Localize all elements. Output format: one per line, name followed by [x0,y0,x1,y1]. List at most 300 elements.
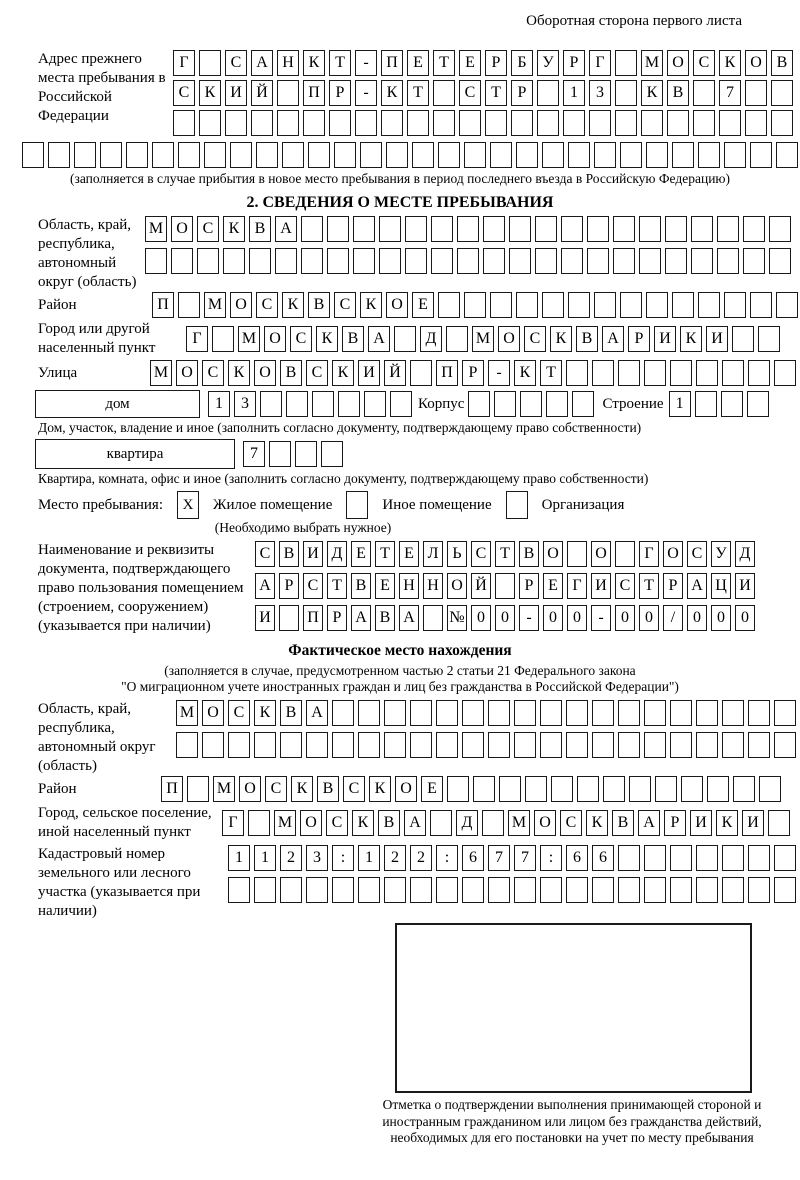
empty-cell [615,50,637,76]
filled-cell: Т [485,80,507,106]
empty-cell [540,732,562,758]
apartment-caption: Квартира, комната, офис и иное (заполнить согласно документу, подтверждающему право собственности) [38,471,649,486]
empty-cell [603,776,625,802]
option-residential-label: Жилое помещение [213,496,333,513]
prev-address-grid [173,50,793,136]
empty-cell [540,700,562,726]
filled-cell: С [306,360,328,386]
filled-cell: Д [735,541,755,567]
filled-cell: С [225,50,247,76]
al-region-row1 [176,700,796,726]
empty-cell [696,360,718,386]
filled-cell: У [711,541,731,567]
empty-cell [48,142,70,168]
cadastral-field [0,845,800,921]
filled-cell: В [519,541,539,567]
filled-cell: В [279,541,299,567]
empty-cell [514,700,536,726]
empty-cell [74,142,96,168]
prev-address-row3 [173,110,793,136]
document-grid [255,541,755,631]
cadastral-grid [228,845,796,903]
empty-cell [280,877,302,903]
filled-cell: Б [511,50,533,76]
filled-cell: В [351,573,371,599]
filled-cell: О [591,541,611,567]
filled-cell: И [742,810,764,836]
empty-cell [468,391,490,417]
empty-cell [566,732,588,758]
empty-cell [572,391,594,417]
filled-cell: У [537,50,559,76]
empty-cell [410,360,432,386]
empty-cell [386,142,408,168]
empty-cell [490,292,512,318]
filled-cell: 7 [488,845,510,871]
empty-cell [249,248,271,274]
empty-cell [199,50,221,76]
street-field [0,360,800,386]
filled-cell: 2 [384,845,406,871]
empty-cell [774,877,796,903]
filled-cell: Р [563,50,585,76]
filled-cell: С [228,700,250,726]
empty-cell [488,877,510,903]
filled-cell: 0 [639,605,659,631]
empty-cell [358,700,380,726]
filled-cell: : [436,845,458,871]
empty-cell [629,776,651,802]
empty-cell [592,732,614,758]
empty-cell [301,248,323,274]
filled-cell: И [303,541,323,567]
filled-cell: В [317,776,339,802]
empty-cell [769,216,791,242]
empty-cell [589,110,611,136]
filled-cell: : [540,845,562,871]
empty-cell [464,292,486,318]
filled-cell: Й [384,360,406,386]
filled-cell: М [274,810,296,836]
filled-cell: А [306,700,328,726]
empty-cell [338,391,360,417]
filled-cell: Г [186,326,208,352]
empty-cell [724,142,746,168]
filled-cell: Р [327,605,347,631]
empty-cell [327,248,349,274]
filled-cell: О [447,573,467,599]
al-district-label: Район [38,780,77,797]
empty-cell [254,732,276,758]
empty-cell [306,877,328,903]
al-region-field [0,700,800,776]
filled-cell: С [173,80,195,106]
filled-cell: И [255,605,275,631]
filled-cell: Е [399,541,419,567]
empty-cell [722,360,744,386]
empty-cell [405,216,427,242]
apartment-box-label: квартира [35,439,235,469]
empty-cell [100,142,122,168]
al-region-row2 [176,732,796,758]
filled-cell: Т [375,541,395,567]
empty-cell [286,391,308,417]
al-district-field [0,776,800,802]
empty-cell [483,216,505,242]
empty-cell [563,110,585,136]
filled-cell: Ц [711,573,731,599]
filled-cell: Е [407,50,429,76]
empty-cell [724,292,746,318]
filled-cell: Й [251,80,273,106]
empty-cell [551,776,573,802]
prev-address-row4 [0,142,800,168]
empty-cell [410,732,432,758]
empty-cell [750,142,772,168]
empty-cell [488,700,510,726]
filled-cell: 0 [471,605,491,631]
filled-cell: Т [540,360,562,386]
filled-cell: Д [327,541,347,567]
filled-cell: К [381,80,403,106]
empty-cell [693,110,715,136]
al-region-grid [176,700,796,758]
empty-cell [546,391,568,417]
empty-cell [644,845,666,871]
empty-cell [275,248,297,274]
empty-cell [639,216,661,242]
filled-cell: С [202,360,224,386]
filled-cell: И [690,810,712,836]
empty-cell [230,142,252,168]
empty-cell [204,142,226,168]
empty-cell [722,732,744,758]
al-region-label: Область, край, республика, автономный округ (область) [38,701,156,774]
empty-cell [509,248,531,274]
empty-cell [430,810,452,836]
filled-cell: Т [433,50,455,76]
empty-cell [665,216,687,242]
empty-cell [670,360,692,386]
empty-cell [542,142,564,168]
empty-cell [173,110,195,136]
actual-location-title: Фактическое место нахождения [288,642,512,659]
filled-cell: 7 [719,80,741,106]
filled-cell: Т [639,573,659,599]
empty-cell [353,216,375,242]
empty-cell [433,80,455,106]
filled-cell: 1 [254,845,276,871]
filled-cell: К [199,80,221,106]
filled-cell: О [745,50,767,76]
empty-cell [577,776,599,802]
empty-cell [587,248,609,274]
empty-cell [646,292,668,318]
filled-cell: М [204,292,226,318]
empty-cell [542,292,564,318]
filled-cell: П [161,776,183,802]
empty-cell [483,248,505,274]
filled-cell: М [508,810,530,836]
apartment-row [0,439,800,469]
filled-cell: О [230,292,252,318]
filled-cell: С [459,80,481,106]
empty-cell [379,216,401,242]
al-city-field [0,804,800,842]
empty-cell [364,391,386,417]
region-grid [145,216,791,274]
filled-cell: 2 [410,845,432,871]
filled-cell: В [771,50,793,76]
empty-cell [225,110,247,136]
filled-cell: 3 [589,80,611,106]
empty-cell [446,326,468,352]
empty-cell [561,216,583,242]
filled-cell: 1 [669,391,691,417]
empty-cell [644,877,666,903]
empty-cell [722,877,744,903]
empty-cell [537,110,559,136]
empty-cell [410,877,432,903]
empty-cell [594,142,616,168]
empty-cell [171,248,193,274]
empty-cell [187,776,209,802]
checkbox-other-premises [346,491,368,519]
empty-cell [566,360,588,386]
empty-cell [774,700,796,726]
empty-cell [514,732,536,758]
filled-cell: С [197,216,219,242]
filled-cell: 7 [514,845,536,871]
house-box-label: дом [35,390,200,418]
empty-cell [256,142,278,168]
empty-cell [269,441,291,467]
empty-cell [644,700,666,726]
filled-cell: О [498,326,520,352]
filled-cell: К [369,776,391,802]
empty-cell [696,845,718,871]
empty-cell [260,391,282,417]
filled-cell: Т [495,541,515,567]
filled-cell: В [375,605,395,631]
empty-cell [332,877,354,903]
empty-cell [223,248,245,274]
document-row3 [255,605,755,631]
filled-cell: И [654,326,676,352]
filled-cell: Е [375,573,395,599]
district-row [152,292,798,318]
filled-cell: 6 [592,845,614,871]
empty-cell [620,292,642,318]
empty-cell [646,142,668,168]
filled-cell: К [716,810,738,836]
stay-type-note: (Необходимо выбрать нужное) [214,520,392,535]
filled-cell: Н [277,50,299,76]
empty-cell [613,216,635,242]
filled-cell: О [264,326,286,352]
filled-cell: С [290,326,312,352]
section2-title: 2. СВЕДЕНИЯ О МЕСТЕ ПРЕБЫВАНИЯ [246,194,554,211]
empty-cell [568,292,590,318]
empty-cell [358,732,380,758]
empty-cell [482,810,504,836]
empty-cell [670,877,692,903]
empty-cell [644,360,666,386]
empty-cell [644,732,666,758]
empty-cell [509,216,531,242]
prev-address-note: (заполняется в случае прибытия в новое место пребывания в период последнего въезда в Российскую Федерацию) [69,171,731,186]
filled-cell: / [663,605,683,631]
empty-cell [485,110,507,136]
house-caption: Дом, участок, владение и иное (заполнить согласно документу, подтверждающему право собственности) [38,420,642,435]
empty-cell [423,605,443,631]
filled-cell: Е [412,292,434,318]
filled-cell: 0 [567,605,587,631]
empty-cell [594,292,616,318]
filled-cell: Г [567,573,587,599]
empty-cell [587,216,609,242]
apartment-cells [243,441,343,467]
filled-cell: И [358,360,380,386]
filled-cell: К [282,292,304,318]
empty-cell [670,700,692,726]
filled-cell: М [238,326,260,352]
document-label: Наименование и реквизиты документа, подтверждающего право пользования помещением (строением, сооружением) (указывается при наличии) [38,542,244,634]
empty-cell [407,110,429,136]
empty-cell [490,142,512,168]
filled-cell: Н [399,573,419,599]
filled-cell: С [693,50,715,76]
filled-cell: Г [222,810,244,836]
empty-cell [516,292,538,318]
filled-cell: Й [471,573,491,599]
filled-cell: В [576,326,598,352]
empty-cell [390,391,412,417]
empty-cell [561,248,583,274]
empty-cell [698,142,720,168]
empty-cell [618,700,640,726]
stroenie-cells [669,391,769,417]
filled-cell: С [615,573,635,599]
filled-cell: Д [456,810,478,836]
filled-cell: О [171,216,193,242]
empty-cell [691,216,713,242]
cadastral-row2 [228,877,796,903]
filled-cell: А [602,326,624,352]
empty-cell [353,248,375,274]
empty-cell [282,142,304,168]
empty-cell [618,845,640,871]
empty-cell [655,776,677,802]
empty-cell [178,292,200,318]
region-field [0,216,800,292]
filled-cell: О [300,810,322,836]
empty-cell [199,110,221,136]
empty-cell [707,776,729,802]
empty-cell [379,248,401,274]
empty-cell [248,810,270,836]
empty-cell [722,700,744,726]
empty-cell [615,80,637,106]
empty-cell [277,80,299,106]
empty-cell [436,877,458,903]
empty-cell [759,776,781,802]
empty-cell [592,360,614,386]
empty-cell [355,110,377,136]
filled-cell: С [256,292,278,318]
filled-cell: О [254,360,276,386]
empty-cell [566,700,588,726]
cadastral-label: Кадастровый номер земельного или лесного участка (указывается при наличии) [38,846,201,919]
cadastral-row1 [228,845,796,871]
filled-cell: 0 [687,605,707,631]
empty-cell [394,326,416,352]
empty-cell [641,110,663,136]
empty-cell [592,877,614,903]
empty-cell [384,700,406,726]
empty-cell [212,326,234,352]
filled-cell: - [591,605,611,631]
empty-cell [457,248,479,274]
prev-address-row1 [173,50,793,76]
filled-cell: 3 [306,845,328,871]
filled-cell: 0 [735,605,755,631]
filled-cell: Т [407,80,429,106]
empty-cell [525,776,547,802]
filled-cell: - [355,80,377,106]
region-label: Область, край, республика, автономный округ (область) [38,217,137,290]
empty-cell [228,732,250,758]
empty-cell [672,292,694,318]
filled-cell: О [386,292,408,318]
filled-cell: Е [351,541,371,567]
filled-cell: К [352,810,374,836]
filled-cell: Р [511,80,533,106]
filled-cell: С [687,541,707,567]
filled-cell: К [254,700,276,726]
filled-cell: Р [329,80,351,106]
filled-cell: И [735,573,755,599]
street-label: Улица [38,364,78,381]
empty-cell [771,110,793,136]
empty-cell [447,776,469,802]
empty-cell [691,248,713,274]
filled-cell: Т [327,573,347,599]
empty-cell [681,776,703,802]
empty-cell [537,80,559,106]
actual-location-note2: "О миграционном учете иностранных граждан и лиц без гражданства в Российской Федерации") [121,679,679,694]
filled-cell: В [280,360,302,386]
filled-cell: Р [663,573,683,599]
filled-cell: О [534,810,556,836]
filled-cell: 6 [566,845,588,871]
empty-cell [733,776,755,802]
empty-cell [722,845,744,871]
region-row1 [145,216,791,242]
empty-cell [747,391,769,417]
empty-cell [279,605,299,631]
empty-cell [535,248,557,274]
filled-cell: 1 [563,80,585,106]
filled-cell: О [202,700,224,726]
prev-address-label: Адрес прежнего места пребывания в Российской Федерации [38,51,166,124]
filled-cell: С [326,810,348,836]
empty-cell [717,216,739,242]
empty-cell [672,142,694,168]
filled-cell: К [223,216,245,242]
empty-cell [618,360,640,386]
filled-cell: Р [519,573,539,599]
